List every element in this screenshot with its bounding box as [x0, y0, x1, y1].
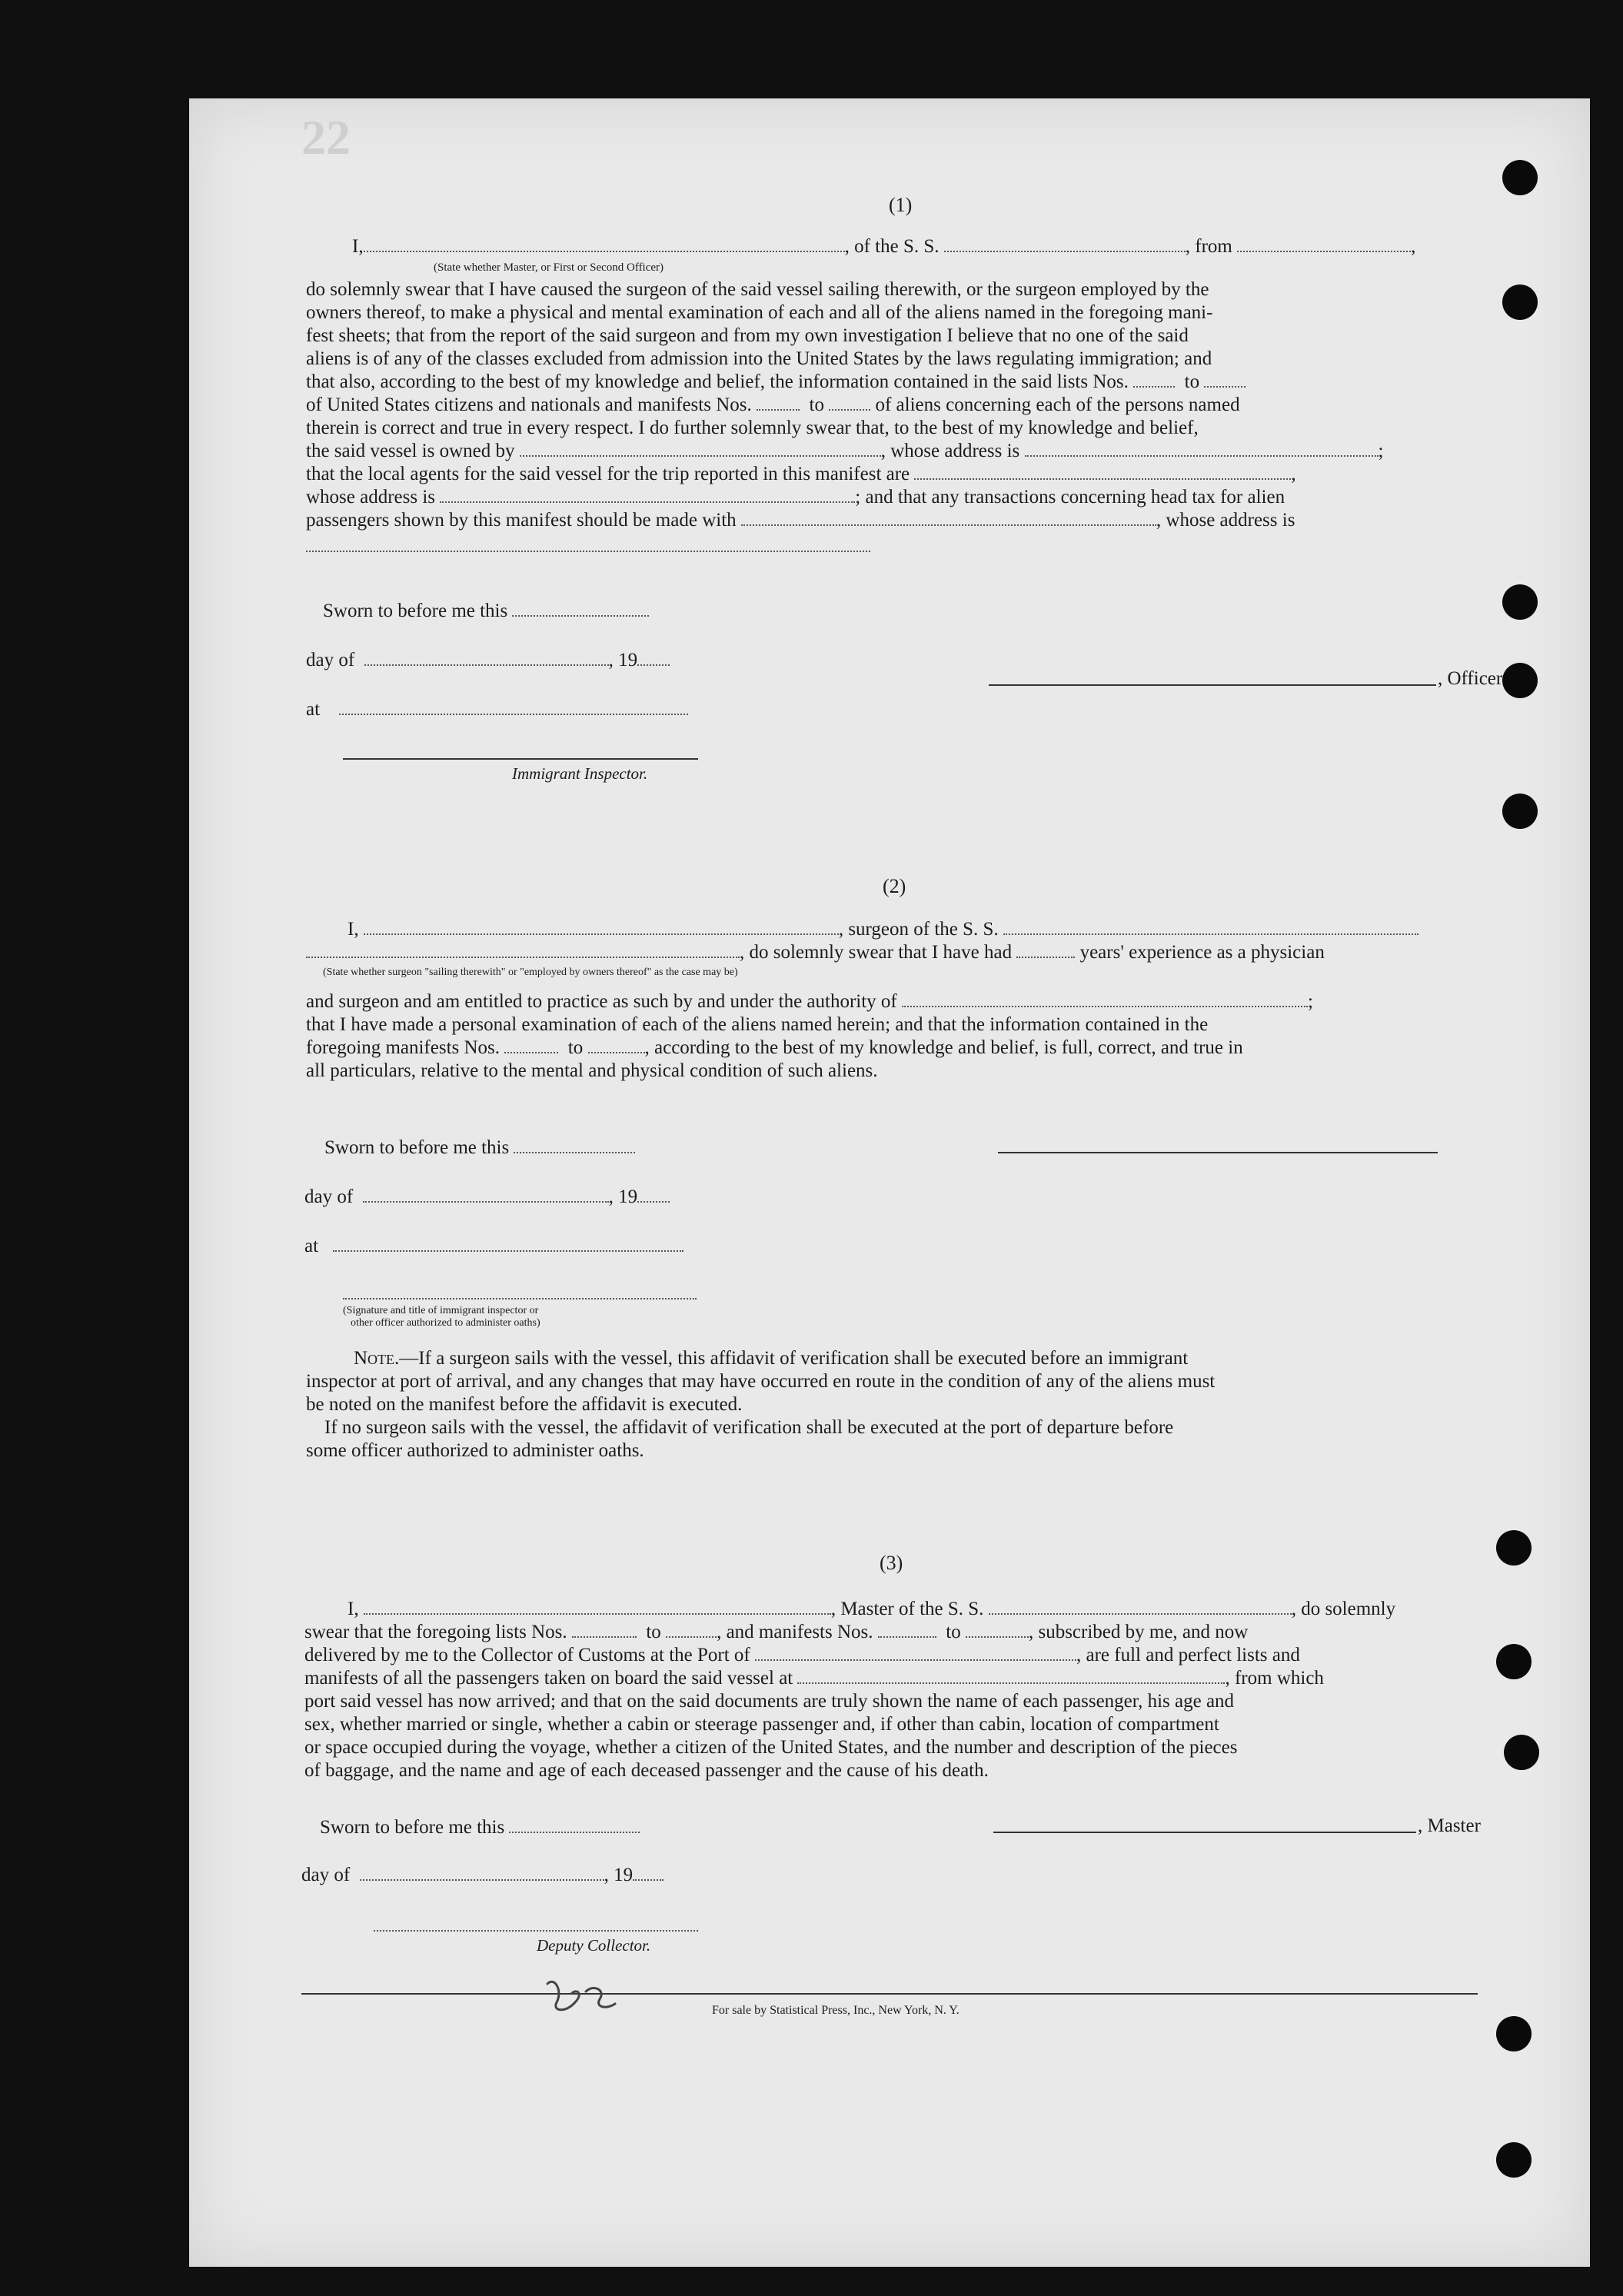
s1-day-of: day of , 19 [306, 649, 670, 672]
s1-sworn-date-field[interactable] [512, 600, 649, 617]
s3-line-7: or space occupied during the voyage, whether a citizen of the United States, and the number and description of the pieces [304, 1737, 1238, 1758]
s2-at: at [304, 1235, 683, 1258]
collector-signature-line[interactable] [374, 1930, 698, 1932]
s2-place-field[interactable] [333, 1235, 683, 1252]
master-label: , Master [1418, 1815, 1481, 1836]
pencil-scribble [532, 1968, 632, 2030]
s1-body-2: fest sheets; that from the report of the said surgeon and from my own investigation I believe that no one of the said [306, 325, 1189, 346]
s3-line-1: I, , Master of the S. S. , do solemnly [348, 1599, 1396, 1619]
master-signature-line[interactable] [993, 1832, 1416, 1833]
surgeon-signature-line[interactable] [998, 1152, 1438, 1153]
binder-hole [1502, 160, 1538, 195]
binder-hole [1496, 2016, 1532, 2051]
s2-day-of: day of , 19 [304, 1186, 670, 1209]
years-experience-field[interactable] [1016, 941, 1075, 958]
s1-body-0: do solemnly swear that I have caused the surgeon of the said vessel sailing therewith, or the surgeon employed by the [306, 279, 1209, 300]
surgeon-name-field[interactable] [364, 918, 839, 935]
note-line-3: be noted on the manifest before the affidavit is executed. [306, 1394, 743, 1415]
s3-lists-to-field[interactable] [666, 1621, 717, 1638]
s3-vessel-field[interactable] [989, 1598, 1292, 1615]
s3-year-field[interactable] [633, 1864, 664, 1881]
s2-sig-hint-1: (Signature and title of immigrant inspector or [343, 1305, 539, 1316]
head-tax-contact-field[interactable] [741, 509, 1156, 526]
collector-label: Deputy Collector. [537, 1936, 651, 1955]
s1-sworn: Sworn to before me this [323, 600, 649, 623]
s2-sworn: Sworn to before me this [324, 1136, 635, 1160]
note-line-2: inspector at port of arrival, and any changes that may have occurred en route in the condition of any of the aliens must [306, 1371, 1216, 1392]
note-line-5: some officer authorized to administer oaths. [306, 1440, 644, 1461]
surgeon-status-field[interactable] [306, 941, 740, 958]
vessel-name-field[interactable] [944, 235, 1186, 252]
note-line-1: Note.—If a surgeon sails with the vessel, this affidavit of verification shall be executed before an immigrant [354, 1348, 1189, 1369]
binder-hole [1496, 1530, 1532, 1566]
s2-line-6: all particulars, relative to the mental and physical condition of such aliens. [306, 1060, 878, 1081]
officer-hint: (State whether Master, or First or Second Officer) [434, 261, 664, 274]
s2-official-signature-line[interactable] [343, 1298, 697, 1299]
officer-name-field[interactable] [364, 235, 845, 252]
departure-port-field[interactable] [1237, 235, 1411, 252]
s3-line-5: port said vessel has now arrived; and that on the said documents are truly shown the name of each passenger, his age and [304, 1691, 1235, 1712]
s1-body-8: that the local agents for the said vessel for the trip reported in this manifest are , [306, 464, 1296, 484]
binder-hole [1504, 1735, 1539, 1770]
binder-hole [1502, 584, 1538, 620]
port-of-embarkation-field[interactable] [797, 1667, 1225, 1684]
s2-line-1: I, , surgeon of the S. S. [348, 918, 1418, 941]
manifests-to-field[interactable] [829, 394, 870, 411]
s1-body-4: that also, according to the best of my knowledge and belief, the information contained in the said lists Nos. to [306, 371, 1246, 394]
s1-ss: , of the S. S. [844, 236, 940, 257]
port-of-arrival-field[interactable] [755, 1644, 1076, 1661]
lists-to-field[interactable] [1204, 371, 1246, 388]
binder-hole [1496, 1644, 1532, 1679]
owner-address-field[interactable] [1025, 440, 1379, 457]
master-name-field[interactable] [364, 1598, 831, 1615]
s3-month-field[interactable] [360, 1864, 604, 1881]
s1-body-3: aliens is of any of the classes excluded from admission into the United States by the laws regulating immigration; and [306, 348, 1212, 369]
vessel-owner-field[interactable] [520, 440, 881, 457]
section-1-number: (1) [889, 194, 913, 216]
s3-day-of: day of , 19 [301, 1864, 664, 1887]
inspector-label: Immigrant Inspector. [512, 764, 648, 783]
binder-hole [1496, 2142, 1532, 2178]
s3-line-6: sex, whether married or single, whether a cabin or steerage passenger and, if other than cabin, location of compartment [304, 1714, 1219, 1735]
s1-body-9: whose address is ; and that any transactions concerning head tax for alien [306, 487, 1285, 507]
authority-field[interactable] [902, 990, 1308, 1007]
s1-from: , from [1185, 236, 1232, 257]
s2-line-5: foregoing manifests Nos. to , according to the best of my knowledge and belief, is full, correct, and true in [306, 1037, 1243, 1058]
s1-body-6: therein is correct and true in every respect. I do further solemnly swear that, to the best of my knowledge and belief, [306, 418, 1199, 438]
s3-line-2: swear that the foregoing lists Nos. to , and manifests Nos. to , subscribed by me, and now [304, 1622, 1249, 1642]
s2-month-field[interactable] [363, 1186, 609, 1203]
manifests-from-field[interactable] [757, 394, 800, 411]
s2-year-field[interactable] [637, 1186, 670, 1203]
binder-hole [1502, 285, 1538, 320]
s2-manifest-to-field[interactable] [588, 1037, 645, 1053]
s1-oath-line: I, , of the S. S. , from , [352, 236, 1416, 257]
officer-signature-line[interactable] [989, 684, 1436, 686]
s1-body-7: the said vessel is owned by , whose address is ; [306, 441, 1384, 461]
footer-rule [301, 1993, 1478, 1995]
s3-sworn-date-field[interactable] [509, 1816, 640, 1833]
s3-manifests-from-field[interactable] [878, 1621, 936, 1638]
s3-line-8: of baggage, and the name and age of each deceased passenger and the cause of his death. [304, 1760, 989, 1781]
s3-line-4: manifests of all the passengers taken on board the said vessel at , from which [304, 1668, 1324, 1689]
s3-sworn: Sworn to before me this [320, 1816, 640, 1839]
agents-address-field[interactable] [440, 486, 855, 503]
s1-month-field[interactable] [364, 649, 609, 666]
s3-lists-from-field[interactable] [572, 1621, 637, 1638]
s3-line-3: delivered by me to the Collector of Customs at the Port of , are full and perfect lists and [304, 1645, 1300, 1665]
local-agents-field[interactable] [914, 463, 1291, 480]
surgeon-status-hint: (State whether surgeon "sailing therewith" or "employed by owners thereof" as the case may be) [323, 967, 738, 978]
note-line-4: If no surgeon sails with the vessel, the affidavit of verification shall be executed at the port of departure before [324, 1417, 1174, 1438]
s2-manifest-from-field[interactable] [504, 1037, 558, 1053]
lists-from-field[interactable] [1133, 371, 1175, 388]
note-label: Note. [354, 1348, 400, 1369]
s1-body-5: of United States citizens and nationals and manifests Nos. to of aliens concerning each of the persons named [306, 394, 1240, 415]
binder-hole [1502, 663, 1538, 698]
page-number-stamp: 22 [301, 110, 351, 165]
s1-year-field[interactable] [637, 649, 670, 666]
manifest-page [189, 98, 1590, 2267]
officer-label: , Officer [1438, 668, 1503, 689]
s2-sworn-date-field[interactable] [514, 1136, 635, 1153]
s2-vessel-field[interactable] [1003, 918, 1418, 935]
s1-place-field[interactable] [339, 698, 688, 715]
printer-imprint: For sale by Statistical Press, Inc., New York, N. Y. [712, 2004, 959, 2017]
inspector-signature-line[interactable] [343, 758, 698, 760]
s2-line-3: and surgeon and am entitled to practice as such by and under the authority of ; [306, 991, 1313, 1012]
s1-at: at [306, 698, 688, 721]
s3-manifests-to-field[interactable] [966, 1621, 1029, 1638]
binder-hole [1502, 794, 1538, 829]
section-2-number: (2) [883, 875, 906, 897]
s2-line-2: , do solemnly swear that I have had years' experience as a physician [306, 941, 1325, 964]
s1-body-10: passengers shown by this manifest should be made with , whose address is [306, 510, 1295, 531]
s1-i: I, [352, 236, 364, 257]
section-3-number: (3) [880, 1552, 903, 1574]
s1-body-1: owners thereof, to make a physical and mental examination of each and all of the aliens named in the foregoing mani- [306, 302, 1213, 323]
s2-line-4: that I have made a personal examination of each of the aliens named herein; and that the information contained in the [306, 1014, 1209, 1035]
head-tax-address-field[interactable] [306, 551, 870, 552]
s2-sig-hint-2: other officer authorized to administer oaths) [351, 1317, 540, 1329]
